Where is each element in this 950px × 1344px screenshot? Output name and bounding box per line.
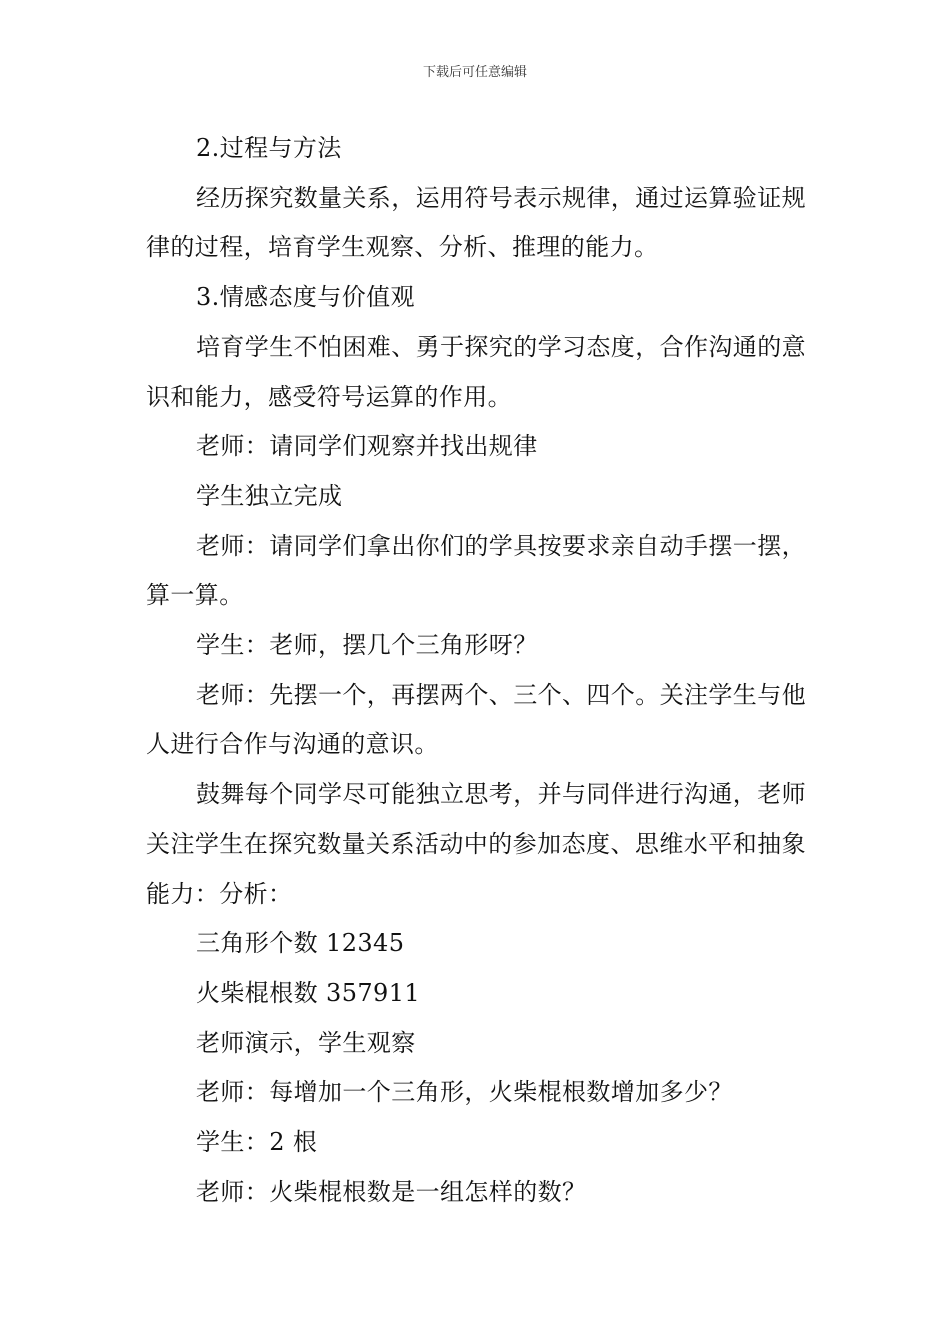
dialogue-line: 学生独立完成	[196, 481, 343, 510]
dialogue-line: 学生：老师，摆几个三角形呀？	[196, 631, 538, 660]
dialogue-line: 老师：请同学们拿出你们的学具按要求亲自动手摆一摆，算一算。	[146, 531, 806, 610]
data-line-triangle-count: 三角形个数 12345	[196, 929, 405, 958]
paragraph-encouragement: 鼓舞每个同学尽可能独立思考，并与同伴进行沟通，老师关注学生在探究数量关系活动中的参加态度、思维水平和抽象能力：分析：	[146, 780, 806, 908]
section-heading-emotion-values: 3.情感态度与价值观	[196, 283, 415, 312]
document-body	[146, 124, 806, 1217]
page-header: 下载后可任意编辑	[422, 65, 527, 80]
dialogue-line: 老师：火柴棍根数是一组怎样的数？	[196, 1177, 587, 1206]
paragraph-process-method: 经历探究数量关系，运用符号表示规律，通过运算验证规律的过程，培育学生观察、分析、推理的能力。	[146, 183, 806, 262]
dialogue-line: 老师：每增加一个三角形，火柴棍根数增加多少？	[196, 1078, 733, 1107]
dialogue-line: 老师演示，学生观察	[196, 1028, 416, 1057]
dialogue-line: 学生：2 根	[196, 1128, 318, 1157]
dialogue-line: 老师：先摆一个，再摆两个、三个、四个。关注学生与他人进行合作与沟通的意识。	[146, 680, 806, 759]
data-line-matchstick-count: 火柴棍根数 357911	[196, 978, 421, 1007]
paragraph-emotion-values: 培育学生不怕困难、勇于探究的学习态度，合作沟通的意识和能力，感受符号运算的作用。	[146, 332, 806, 411]
dialogue-line: 老师：请同学们观察并找出规律	[196, 432, 538, 461]
section-heading-process-method: 2.过程与方法	[196, 134, 342, 162]
